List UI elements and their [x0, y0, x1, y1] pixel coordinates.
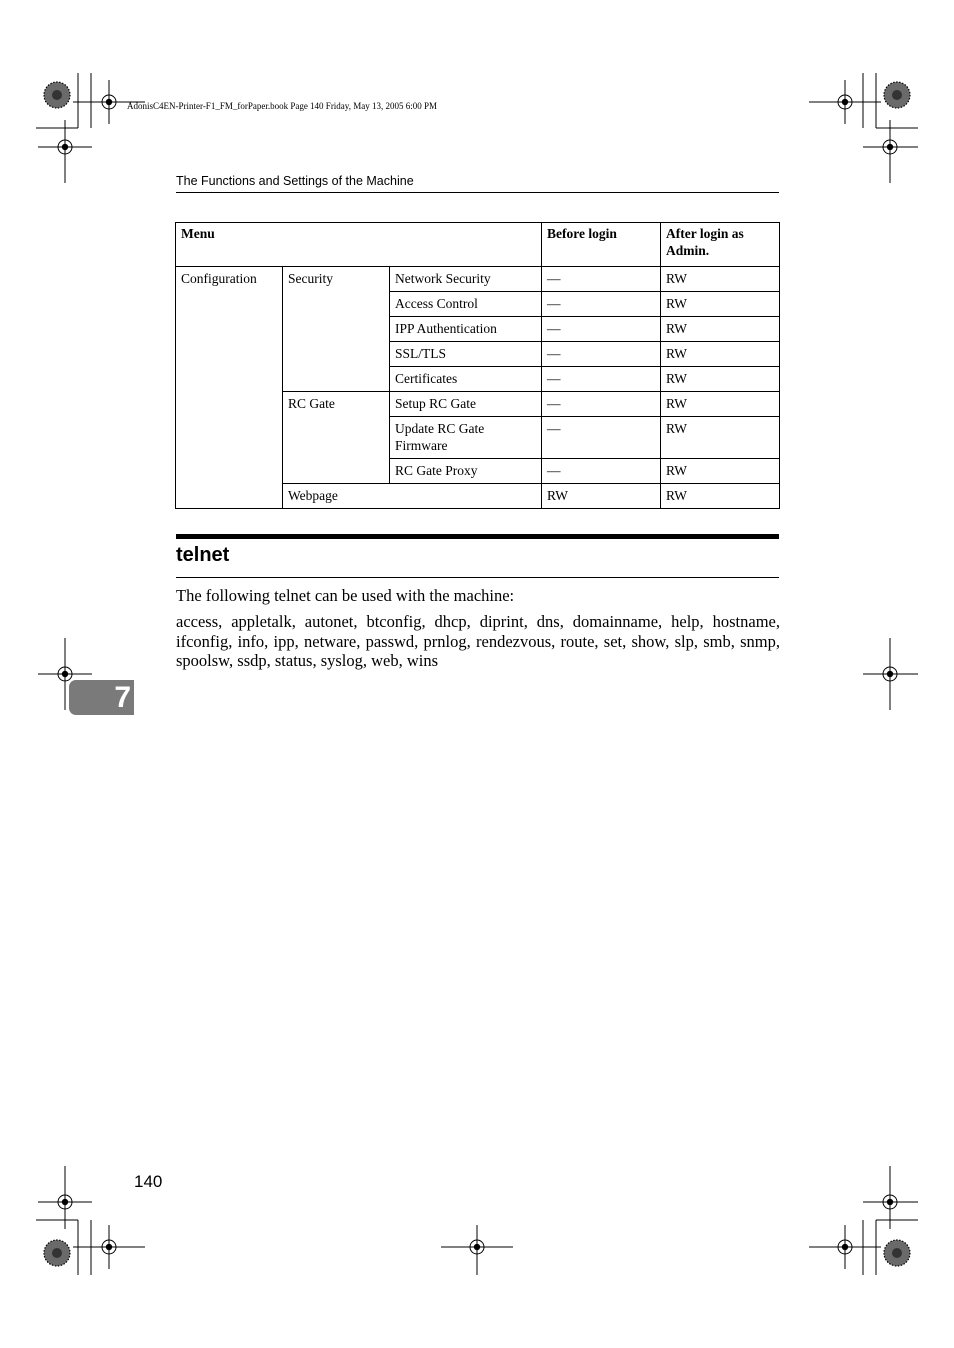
item-cell: RC Gate Proxy: [390, 459, 542, 484]
after-cell: RW: [661, 484, 780, 509]
registration-star-icon: [44, 1240, 70, 1266]
after-cell: RW: [661, 342, 780, 367]
section-rule: [176, 577, 779, 578]
after-cell: RW: [661, 267, 780, 292]
intro-text: The following telnet can be used with the machine:: [176, 586, 515, 605]
after-cell: RW: [661, 459, 780, 484]
telnet-commands: access, appletalk, autonet, btconfig, dhcp, diprint, dns, domainname, help, hostname, ifconfig, info, ipp, netware, passwd, prnlog, rendezvous, route, set, show, slp, smb, snmp, spoolsw, ssdp, status, syslog, web, wins: [176, 612, 780, 670]
item-cell: SSL/TLS: [390, 342, 542, 367]
header-after-login: After login as Admin.: [661, 223, 780, 267]
before-cell: —: [542, 459, 661, 484]
item-cell: IPP Authentication: [390, 317, 542, 342]
before-cell: —: [542, 267, 661, 292]
after-cell: RW: [661, 367, 780, 392]
before-cell: RW: [542, 484, 661, 509]
chapter-tab: 7: [69, 680, 134, 715]
group-cell: RC Gate: [283, 392, 390, 484]
item-cell: Network Security: [390, 267, 542, 292]
page-number: 140: [134, 1172, 163, 1191]
after-cell: RW: [661, 417, 780, 459]
item-cell: Certificates: [390, 367, 542, 392]
header-rule: [176, 192, 779, 193]
print-info: AdonisC4EN-Printer-F1_FM_forPaper.book Page 140 Friday, May 13, 2005 6:00 PM: [127, 101, 437, 111]
table-header-row: [176, 223, 780, 267]
after-cell: RW: [661, 292, 780, 317]
registration-star-icon: [884, 82, 910, 108]
running-header: The Functions and Settings of the Machine: [176, 174, 414, 188]
item-cell: Setup RC Gate: [390, 392, 542, 417]
permissions-table: [175, 222, 780, 509]
group-cell: Security: [283, 267, 390, 392]
item-cell: Access Control: [390, 292, 542, 317]
item-cell: Update RC Gate Firmware: [390, 417, 542, 459]
after-cell: RW: [661, 392, 780, 417]
header-menu: Menu: [176, 223, 542, 267]
registration-star-icon: [884, 1240, 910, 1266]
after-cell: RW: [661, 317, 780, 342]
before-cell: —: [542, 417, 661, 459]
section-title: telnet: [176, 544, 230, 566]
section-rule-thick: [176, 534, 779, 539]
before-cell: —: [542, 367, 661, 392]
header-before-login: Before login: [542, 223, 661, 267]
category-cell: Configuration: [176, 267, 283, 509]
table-row: [176, 267, 780, 292]
before-cell: —: [542, 292, 661, 317]
item-cell: Webpage: [283, 484, 542, 509]
before-cell: —: [542, 342, 661, 367]
registration-star-icon: [44, 82, 70, 108]
before-cell: —: [542, 392, 661, 417]
before-cell: —: [542, 317, 661, 342]
